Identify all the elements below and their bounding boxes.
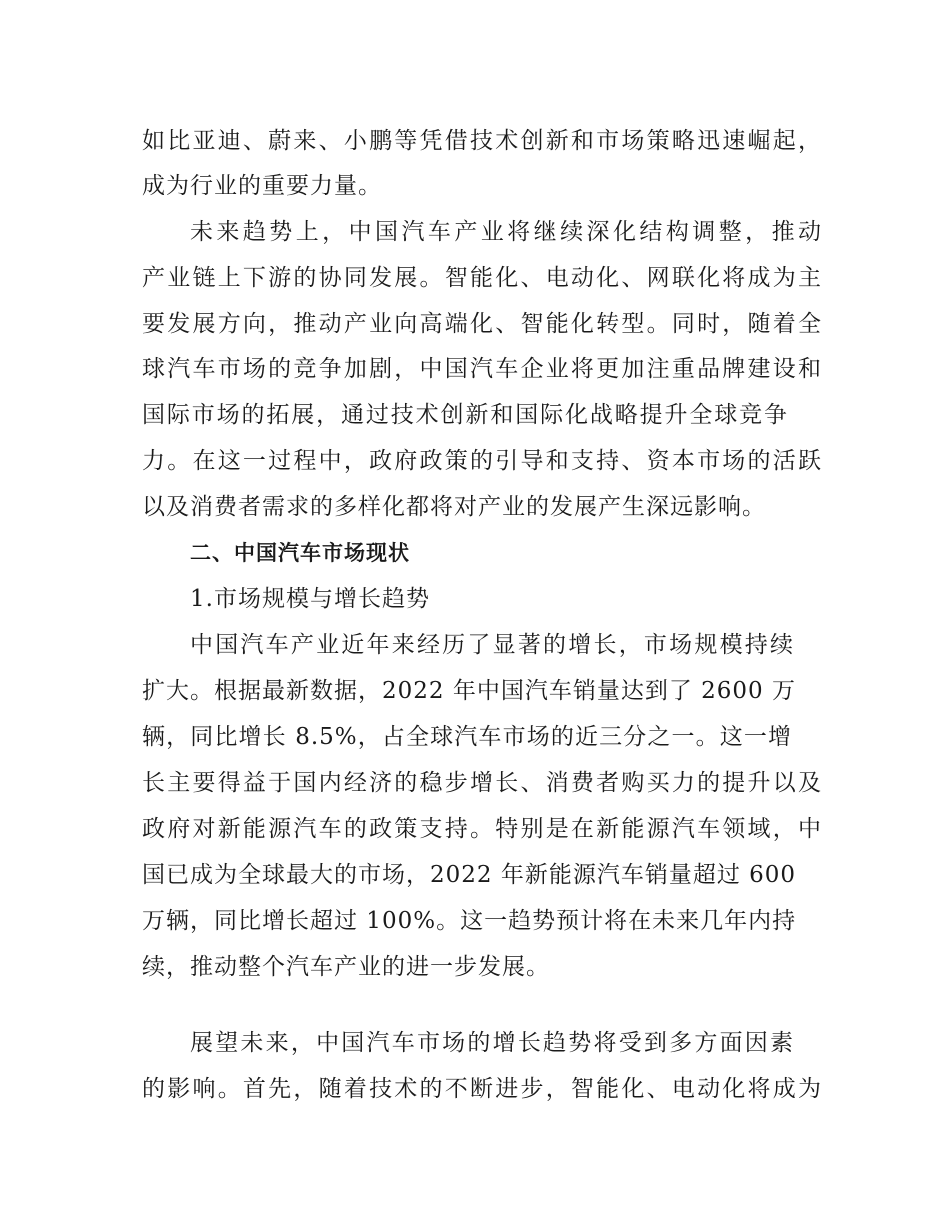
paragraph-line: 球汽车市场的竞争加剧，中国汽车企业将更加注重品牌建设和 [142, 356, 822, 382]
subsection-heading: 1.市场规模与增长趋势 [190, 586, 430, 612]
paragraph-line: 中国汽车产业近年来经历了显著的增长，市场规模持续 [190, 632, 794, 658]
paragraph-line: 如比亚迪、蔚来、小鹏等凭借技术创新和市场策略迅速崛起， [142, 128, 822, 154]
paragraph-line: 力。在这一过程中，政府政策的引导和支持、资本市场的活跃 [142, 448, 822, 474]
paragraph-line: 未来趋势上，中国汽车产业将继续深化结构调整，推动 [190, 219, 822, 245]
paragraph-line: 成为行业的重要力量。 [142, 173, 382, 199]
paragraph-line: 国际市场的拓展，通过技术创新和国际化战略提升全球竞争 [142, 402, 788, 428]
paragraph-line: 政府对新能源汽车的政策支持。特别是在新能源汽车领域，中 [142, 816, 822, 842]
paragraph-line: 产业链上下游的协同发展。智能化、电动化、网联化将成为主 [142, 265, 822, 291]
paragraph-line: 国已成为全球最大的市场，2022 年新能源汽车销量超过 600 [142, 862, 797, 888]
section-heading: 二、中国汽车市场现状 [190, 541, 410, 565]
paragraph-line: 万辆，同比增长超过 100%。这一趋势预计将在未来几年内持 [142, 908, 797, 934]
paragraph-line: 以及消费者需求的多样化都将对产业的发展产生深远影响。 [142, 494, 766, 520]
paragraph-line: 辆，同比增长 8.5%，占全球汽车市场的近三分之一。这一增 [142, 724, 792, 750]
paragraph-line: 长主要得益于国内经济的稳步增长、消费者购买力的提升以及 [142, 770, 822, 796]
paragraph-line: 要发展方向，推动产业向高端化、智能化转型。同时，随着全 [142, 311, 822, 337]
paragraph-line: 扩大。根据最新数据，2022 年中国汽车销量达到了 2600 万 [142, 678, 796, 704]
paragraph-line: 展望未来，中国汽车市场的增长趋势将受到多方面因素 [190, 1030, 794, 1056]
paragraph-line: 续，推动整个汽车产业的进一步发展。 [142, 954, 550, 980]
paragraph-line: 的影响。首先，随着技术的不断进步，智能化、电动化将成为 [142, 1076, 822, 1102]
